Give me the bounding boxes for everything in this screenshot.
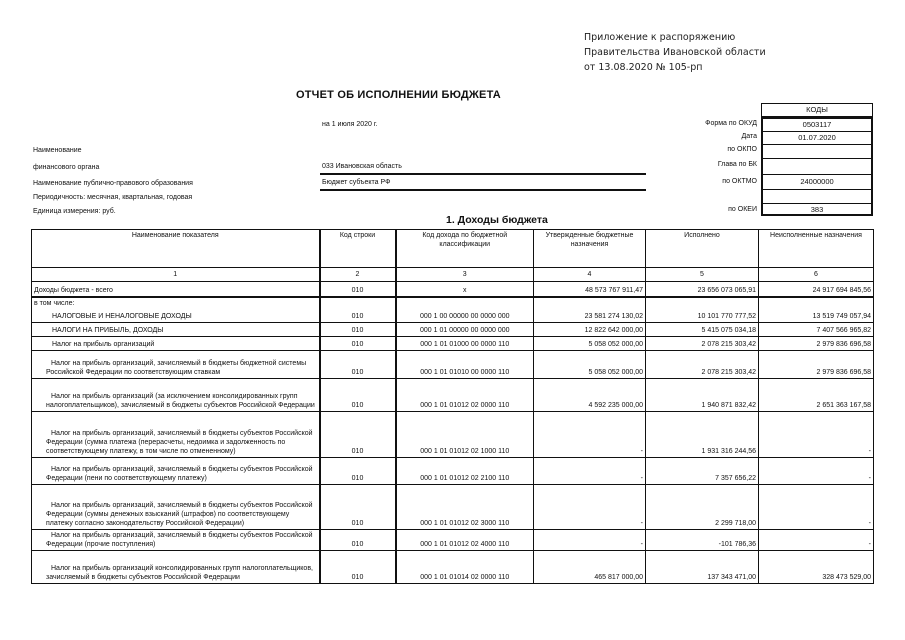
row-name: в том числе: xyxy=(32,297,320,309)
label-unit: Единица измерения: руб. xyxy=(33,208,116,215)
code-label-okud: Форма по ОКУД xyxy=(705,120,757,127)
col-header-approved: Утвержденные бюджетные назначения xyxy=(534,230,646,268)
code-okud: 0503117 xyxy=(763,119,871,132)
col-number-1: 1 xyxy=(32,268,320,282)
row-kbk: 000 1 01 00000 00 0000 000 xyxy=(396,323,534,337)
row-approved xyxy=(534,297,646,309)
row-executed: 2 078 215 303,42 xyxy=(646,351,759,379)
row-kbk: 000 1 01 01010 00 0000 110 xyxy=(396,351,534,379)
code-label-glava-bk: Глава по БК xyxy=(717,161,757,168)
col-header-executed: Исполнено xyxy=(646,230,759,268)
code-label-okei: по ОКЕИ xyxy=(728,206,757,213)
row-name: НАЛОГОВЫЕ И НЕНАЛОГОВЫЕ ДОХОДЫ xyxy=(32,309,320,323)
column-number-row xyxy=(32,268,874,282)
row-unexecuted: - xyxy=(759,485,874,530)
row-unexecuted: 7 407 566 965,82 xyxy=(759,323,874,337)
row-executed: 1 940 871 832,42 xyxy=(646,379,759,412)
row-executed xyxy=(646,297,759,309)
codes-box xyxy=(761,117,873,216)
row-line-code: 010 xyxy=(320,458,396,485)
row-line-code: 010 xyxy=(320,485,396,530)
row-line-code: 010 xyxy=(320,530,396,551)
table-row xyxy=(32,551,874,584)
table-row xyxy=(32,379,874,412)
table-row xyxy=(32,485,874,530)
table-row xyxy=(32,458,874,485)
row-line-code: 010 xyxy=(320,309,396,323)
col-number-5: 5 xyxy=(646,268,759,282)
col-number-2: 2 xyxy=(320,268,396,282)
finance-body-value: 033 Ивановская область xyxy=(322,163,402,170)
row-kbk: 000 1 01 01014 02 0000 110 xyxy=(396,551,534,584)
code-label-date: Дата xyxy=(741,133,757,140)
table-row xyxy=(32,309,874,323)
row-name: Налог на прибыль организаций xyxy=(32,337,320,351)
label-name: Наименование xyxy=(33,147,82,154)
code-date: 01.07.2020 xyxy=(763,132,871,145)
appendix-line-1: Приложение к распоряжению xyxy=(584,32,736,43)
public-entity-value: Бюджет субъекта РФ xyxy=(322,179,391,186)
row-name: Налог на прибыль организаций консолидированных групп налогоплательщиков, зачисляемый в бюджеты субъектов Российской Федерации xyxy=(32,551,320,584)
row-name: Налог на прибыль организаций, зачисляемый в бюджеты субъектов Российской Федерации (сумма платежа (перерасчеты, недоимка и задолженность по соответствующему платежу, в том числе по отмененному) xyxy=(32,412,320,458)
row-approved: 23 581 274 130,02 xyxy=(534,309,646,323)
row-approved: 5 058 052 000,00 xyxy=(534,351,646,379)
row-kbk: 000 1 01 01012 02 0000 110 xyxy=(396,379,534,412)
code-label-okpo: по ОКПО xyxy=(727,146,757,153)
table-row xyxy=(32,323,874,337)
section-title: 1. Доходы бюджета xyxy=(446,214,548,226)
row-executed: 137 343 471,00 xyxy=(646,551,759,584)
row-line-code: 010 xyxy=(320,282,396,297)
row-kbk: x xyxy=(396,282,534,297)
row-unexecuted: 13 519 749 057,94 xyxy=(759,309,874,323)
code-glava-bk xyxy=(763,159,871,175)
row-unexecuted xyxy=(759,297,874,309)
row-kbk: 000 1 00 00000 00 0000 000 xyxy=(396,309,534,323)
row-name: Налог на прибыль организаций (за исключением консолидированных групп налогоплательщиков), зачисляемый в бюджеты субъектов Российской Федерации xyxy=(32,379,320,412)
row-kbk: 000 1 01 01000 00 0000 110 xyxy=(396,337,534,351)
table-header-row xyxy=(32,230,874,268)
row-executed: -101 786,36 xyxy=(646,530,759,551)
row-executed: 2 299 718,00 xyxy=(646,485,759,530)
table-row xyxy=(32,337,874,351)
table-row xyxy=(32,530,874,551)
row-approved: - xyxy=(534,530,646,551)
code-okei: 383 xyxy=(810,205,824,214)
row-executed: 23 656 073 065,91 xyxy=(646,282,759,297)
label-finance-body: финансового органа xyxy=(33,164,100,171)
label-periodicity: Периодичность: месячная, квартальная, годовая xyxy=(33,194,193,201)
code-empty xyxy=(763,190,871,204)
table-row xyxy=(32,412,874,458)
col-header-line-code: Код строки xyxy=(320,230,396,268)
row-name: Налог на прибыль организаций, зачисляемый в бюджеты субъектов Российской Федерации (суммы денежных взысканий (штрафов) по соответствующему платежу согласно законодательству Российской Федерации) xyxy=(32,485,320,530)
row-name: НАЛОГИ НА ПРИБЫЛЬ, ДОХОДЫ xyxy=(32,323,320,337)
row-kbk xyxy=(396,297,534,309)
row-approved: 4 592 235 000,00 xyxy=(534,379,646,412)
row-executed: 10 101 770 777,52 xyxy=(646,309,759,323)
row-name: Налог на прибыль организаций, зачисляемый в бюджеты бюджетной системы Российской Федерации по соответствующим ставкам xyxy=(32,351,320,379)
row-unexecuted: 328 473 529,00 xyxy=(759,551,874,584)
code-oktmo: 24000000 xyxy=(763,175,871,190)
row-approved: - xyxy=(534,412,646,458)
row-unexecuted: 24 917 694 845,56 xyxy=(759,282,874,297)
col-header-kbk: Код дохода по бюджетной классификации xyxy=(396,230,534,268)
row-name: Налог на прибыль организаций, зачисляемый в бюджеты субъектов Российской Федерации (пени по соответствующему платежу) xyxy=(32,458,320,485)
row-executed: 2 078 215 303,42 xyxy=(646,337,759,351)
row-line-code: 010 xyxy=(320,379,396,412)
col-header-name: Наименование показателя xyxy=(32,230,320,268)
col-number-3: 3 xyxy=(396,268,534,282)
row-kbk: 000 1 01 01012 02 3000 110 xyxy=(396,485,534,530)
row-unexecuted: 2 651 363 167,58 xyxy=(759,379,874,412)
appendix-note xyxy=(584,30,766,75)
table-row xyxy=(32,282,874,297)
row-approved: - xyxy=(534,458,646,485)
public-entity-underline xyxy=(320,189,646,191)
row-executed: 5 415 075 034,18 xyxy=(646,323,759,337)
row-executed: 1 931 316 244,56 xyxy=(646,412,759,458)
row-approved: 12 822 642 000,00 xyxy=(534,323,646,337)
row-unexecuted: 2 979 836 696,58 xyxy=(759,351,874,379)
codes-header: КОДЫ xyxy=(761,103,873,117)
row-line-code: 010 xyxy=(320,323,396,337)
table-row xyxy=(32,351,874,379)
row-unexecuted: 2 979 836 696,58 xyxy=(759,337,874,351)
label-public-entity: Наименование публично-правового образования xyxy=(33,180,193,187)
row-line-code xyxy=(320,297,396,309)
row-name: Налог на прибыль организаций, зачисляемый в бюджеты субъектов Российской Федерации (прочие поступления) xyxy=(32,530,320,551)
row-unexecuted: - xyxy=(759,412,874,458)
col-number-4: 4 xyxy=(534,268,646,282)
row-approved: 5 058 052 000,00 xyxy=(534,337,646,351)
income-table xyxy=(31,229,874,584)
col-header-unexecuted: Неисполненные назначения xyxy=(759,230,874,268)
row-approved: 465 817 000,00 xyxy=(534,551,646,584)
row-executed: 7 357 656,22 xyxy=(646,458,759,485)
code-okpo xyxy=(763,145,871,159)
row-approved: - xyxy=(534,485,646,530)
row-line-code: 010 xyxy=(320,412,396,458)
row-unexecuted: - xyxy=(759,530,874,551)
finance-body-underline xyxy=(320,173,646,175)
row-kbk: 000 1 01 01012 02 2100 110 xyxy=(396,458,534,485)
row-line-code: 010 xyxy=(320,551,396,584)
row-kbk: 000 1 01 01012 02 4000 110 xyxy=(396,530,534,551)
row-unexecuted: - xyxy=(759,458,874,485)
appendix-line-2: Правительства Ивановской области xyxy=(584,47,766,58)
row-kbk: 000 1 01 01012 02 1000 110 xyxy=(396,412,534,458)
report-date: на 1 июля 2020 г. xyxy=(322,121,378,128)
col-number-6: 6 xyxy=(759,268,874,282)
row-line-code: 010 xyxy=(320,351,396,379)
report-title: ОТЧЕТ ОБ ИСПОЛНЕНИИ БЮДЖЕТА xyxy=(296,89,501,101)
row-name: Доходы бюджета - всего xyxy=(32,282,320,297)
code-label-oktmo: по ОКТМО xyxy=(722,178,757,185)
row-approved: 48 573 767 911,47 xyxy=(534,282,646,297)
row-line-code: 010 xyxy=(320,337,396,351)
appendix-line-3: от 13.08.2020 № 105-рп xyxy=(584,62,703,73)
table-row xyxy=(32,297,874,309)
